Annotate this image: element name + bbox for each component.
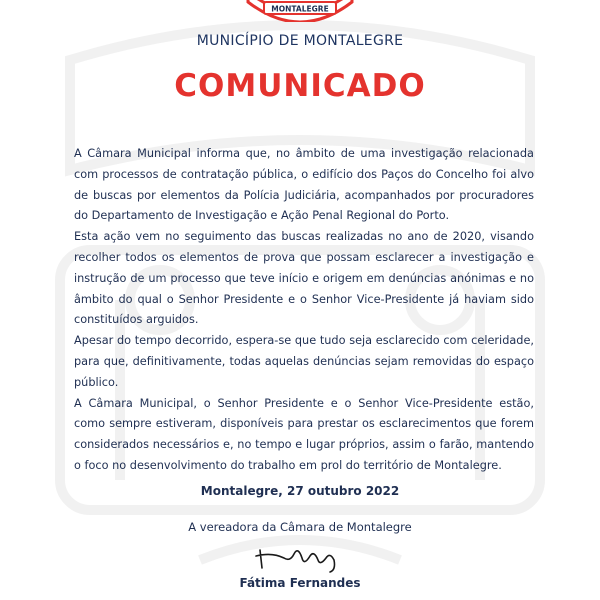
paragraph-2: Esta ação vem no seguimento das buscas realizadas no ano de 2020, visando recolher todos os elementos de prova que possam esclarecer a investigação e instrução de um processo que teve início e origem em denúncias anónimas e no âmbito do qual o Senhor Presidente e o Senhor Vice-Presidente já haviam sido constituídos arguidos. <box>74 230 534 327</box>
paragraph-4: A Câmara Municipal, o Senhor Presidente e o Senhor Vice-Presidente estão, como sempre estiveram, disponíveis para prestar os esclarecimentos que forem considerados necessários e, no tempo e lugar próprios, assim o farão, mantendo o foco no desenvolvimento do trabalho em prol do território de Montalegre. <box>74 396 534 472</box>
signatory-role: A vereadora da Câmara de Montalegre <box>188 520 412 534</box>
handwritten-signature <box>250 540 350 574</box>
municipal-crest-logo <box>240 0 360 22</box>
paragraph-3: Apesar do tempo decorrido, espera-se que tudo seja esclarecido com celeridade, para que, definitivamente, todas aquelas denúncias sejam removidas do espaço público. <box>74 334 534 389</box>
crest-text: MONTALEGRE <box>271 4 329 14</box>
signatory-name: Fátima Fernandes <box>239 576 361 590</box>
paragraph-1: A Câmara Municipal informa que, no âmbito de uma investigação relacionada com processos de contratação pública, o edifício dos Paços do Concelho foi alvo de buscas por elementos da Polícia Judiciária, acompanhados por procuradores do Departamento de Investigação e Ação Penal Regional do Porto. <box>74 147 534 223</box>
announcement-body <box>74 144 534 477</box>
place-date: Montalegre, 27 outubro 2022 <box>200 484 400 498</box>
municipality-name: MUNICÍPIO DE MONTALEGRE <box>196 33 404 49</box>
page-title: COMUNICADO <box>174 68 426 104</box>
